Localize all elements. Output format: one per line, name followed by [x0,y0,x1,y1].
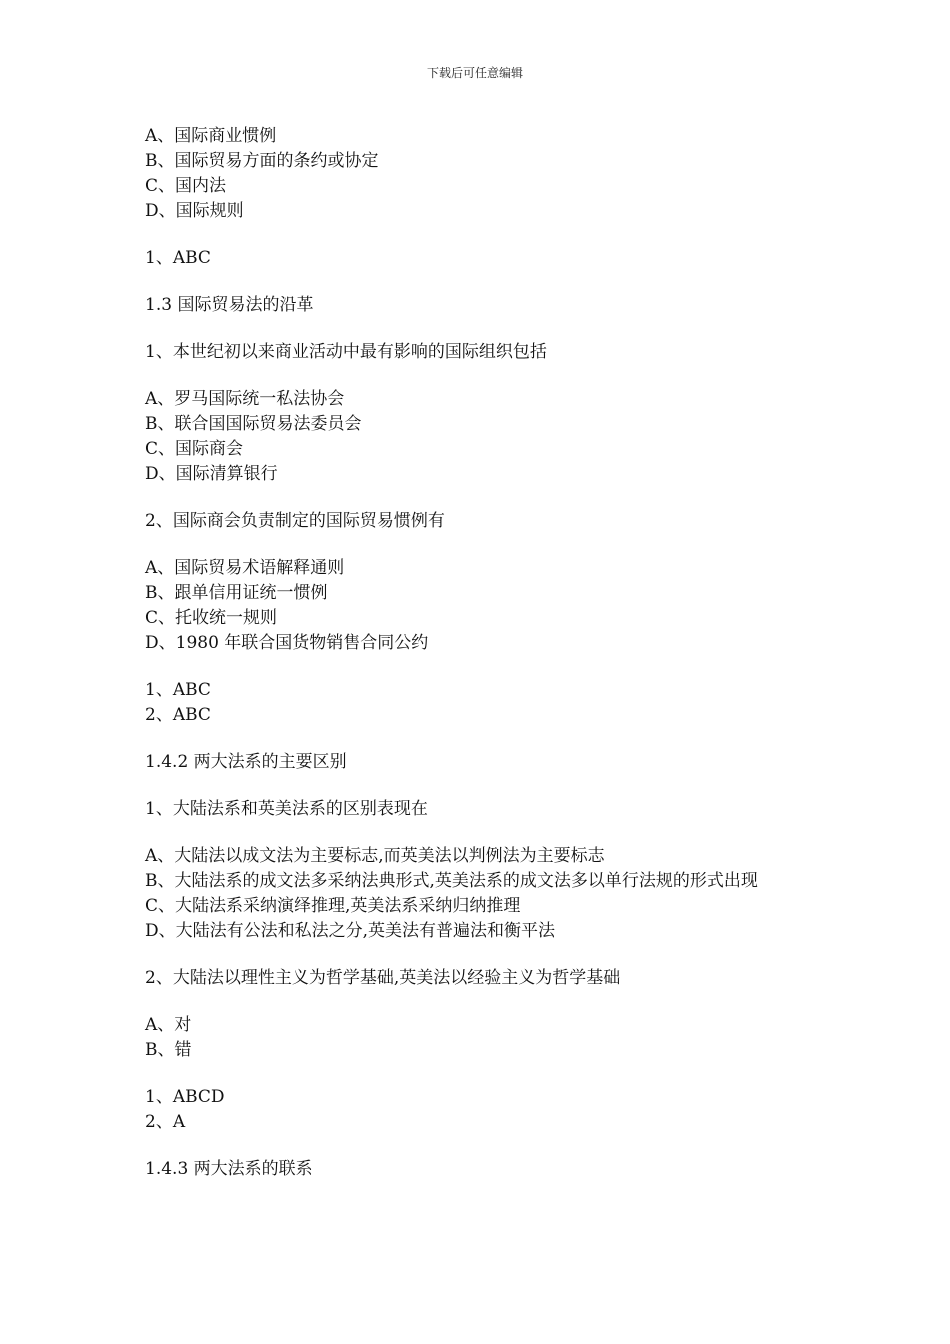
option-line: B、国际贸易方面的条约或协定 [145,151,379,171]
option-line: A、对 [145,1015,192,1035]
section-heading [145,1157,805,1182]
option-line: A、国际商业惯例 [145,126,277,146]
section-heading [145,293,805,318]
page-header: 下载后可任意编辑 [426,66,523,80]
option-line: D、国际清算银行 [145,464,278,484]
option-line: D、1980 年联合国货物销售合同公约 [145,633,429,653]
option-line: C、大陆法系采纳演绎推理,英美法系采纳归纳推理 [145,896,521,916]
answer-block [145,678,805,728]
options-block [145,844,805,944]
option-line: C、国内法 [145,176,227,196]
options-block [145,387,805,487]
question-block [145,509,805,534]
heading-line: 1.4.2 两大法系的主要区别 [145,752,347,772]
answer-line: 2、A [145,1112,186,1132]
option-line: B、错 [145,1040,192,1060]
option-line: A、国际贸易术语解释通则 [145,558,345,578]
options-block [145,556,805,656]
answer-block [145,246,805,271]
option-line: B、跟单信用证统一惯例 [145,583,328,603]
question-line: 1、本世纪初以来商业活动中最有影响的国际组织包括 [145,342,547,362]
heading-line: 1.3 国际贸易法的沿革 [145,295,314,315]
answer-line: 1、ABC [145,248,211,268]
document-body [145,124,805,1204]
heading-line: 1.4.3 两大法系的联系 [145,1159,313,1179]
answer-line: 2、ABC [145,705,211,725]
option-line: A、大陆法以成文法为主要标志,而英美法以判例法为主要标志 [145,846,605,866]
answer-block [145,1085,805,1135]
options-block [145,124,805,224]
options-block [145,1013,805,1063]
answer-line: 1、ABC [145,680,211,700]
question-line: 2、大陆法以理性主义为哲学基础,英美法以经验主义为哲学基础 [145,968,621,988]
option-line: B、大陆法系的成文法多采纳法典形式,英美法系的成文法多以单行法规的形式出现 [145,871,758,891]
question-block [145,340,805,365]
option-line: C、国际商会 [145,439,244,459]
question-block [145,966,805,991]
answer-line: 1、ABCD [145,1087,225,1107]
section-heading [145,750,805,775]
question-block [145,797,805,822]
option-line: C、托收统一规则 [145,608,278,628]
option-line: B、联合国国际贸易法委员会 [145,414,362,434]
option-line: D、国际规则 [145,201,244,221]
option-line: A、罗马国际统一私法协会 [145,389,345,409]
question-line: 2、国际商会负责制定的国际贸易惯例有 [145,511,445,531]
option-line: D、大陆法有公法和私法之分,英美法有普遍法和衡平法 [145,921,556,941]
question-line: 1、大陆法系和英美法系的区别表现在 [145,799,428,819]
